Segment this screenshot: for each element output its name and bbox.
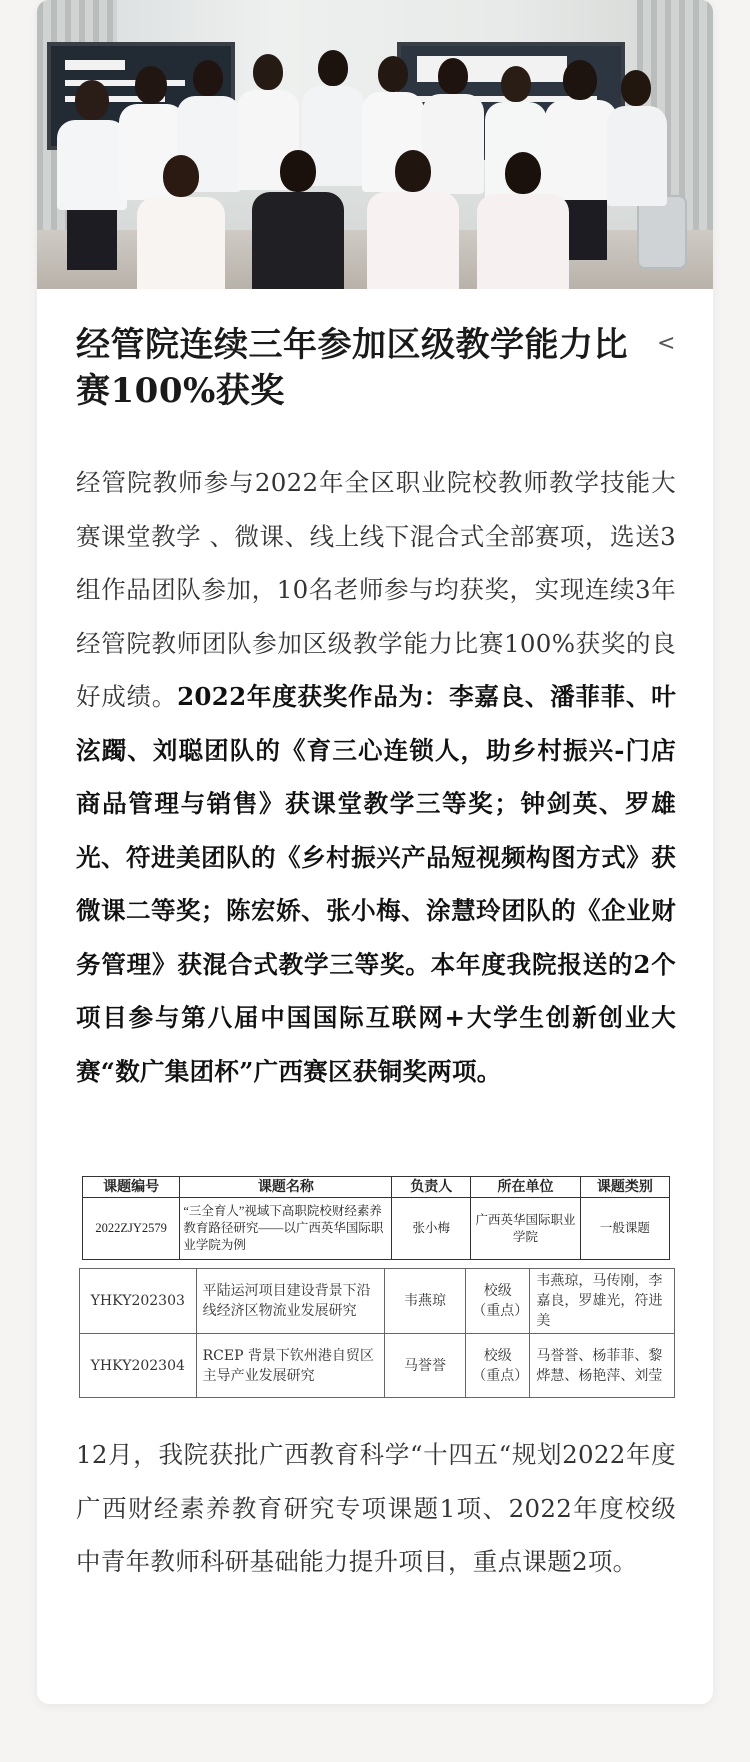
table-cell: 平陆运河项目建设背景下沿线经济区物流业发展研究 (196, 1269, 384, 1334)
table-cell: 广西英华国际职业学院 (471, 1198, 581, 1260)
table-row (80, 1334, 675, 1398)
table-row (80, 1269, 675, 1334)
paragraph-1-plain: 经管院教师参与2022年全区职业院校教师教学技能大赛课堂教学 、微课、线上线下混合式全部赛项，选送3组作品团队参加，10名老师参与均获奖，实现连续3年经管院教师团队参加区级教学能力比赛100%获奖的良好成绩。 (76, 468, 676, 711)
table-cell: 校级（重点） (466, 1334, 530, 1398)
table-cell: 张小梅 (392, 1198, 471, 1260)
table-cell: 马誉誉、杨菲菲、黎烨慧、杨艳萍、刘莹 (530, 1334, 675, 1398)
table-cell: YHKY202303 (80, 1269, 197, 1334)
table-cell: 韦燕琼，马传刚，李嘉良，罗雄光，符进美 (530, 1269, 675, 1334)
project-table-bottom (79, 1268, 675, 1398)
table-cell: “三全育人”视域下高职院校财经素养教育路径研究——以广西英华国际职业学院为例 (180, 1198, 392, 1260)
share-arrow-icon[interactable]: < (657, 331, 676, 356)
group-photo (37, 0, 713, 289)
table-cell: 马誉誉 (384, 1334, 466, 1398)
project-table-top (82, 1176, 670, 1260)
table-header: 课题类别 (580, 1177, 669, 1198)
paragraph-1 (76, 456, 676, 1098)
table-header: 所在单位 (471, 1177, 581, 1198)
article-title: 经管院连续三年参加区级教学能力比赛100%获奖 (76, 325, 628, 411)
table-row (83, 1198, 670, 1260)
table-cell: 2022ZJY2579 (83, 1198, 180, 1260)
project-table-image (79, 1176, 675, 1404)
table-cell: YHKY202304 (80, 1334, 197, 1398)
table-header: 课题名称 (180, 1177, 392, 1198)
table-header: 负责人 (392, 1177, 471, 1198)
paragraph-1-bold: 2022年度获奖作品为：李嘉良、潘菲菲、叶泫躅、刘聪团队的《育三心连锁人，助乡村振兴-门店商品管理与销售》获课堂教学三等奖；钟剑英、罗雄光、符进美团队的《乡村振兴产品短视频构图方式》获微课二等奖；陈宏娇、张小梅、涂慧玲团队的《企业财务管理》获混合式教学三等奖。本年度我院报送的2个项目参与第八届中国国际互联网+大学生创新创业大赛“数广集团杯”广西赛区获铜奖两项。 (76, 682, 676, 1086)
photo-chair (637, 195, 687, 269)
table-cell: 校级（重点） (466, 1269, 530, 1334)
paragraph-2: 12月，我院获批广西教育科学“十四五“规划2022年度广西财经素养教育研究专项课题1项、2022年度校级中青年教师科研基础能力提升项目，重点课题2项。 (76, 1440, 676, 1576)
table-header: 课题编号 (83, 1177, 180, 1198)
table-cell: 韦燕琼 (384, 1269, 466, 1334)
article-card (37, 0, 713, 1704)
table-cell: 一般课题 (580, 1198, 669, 1260)
table-cell: RCEP 背景下钦州港自贸区主导产业发展研究 (196, 1334, 384, 1398)
